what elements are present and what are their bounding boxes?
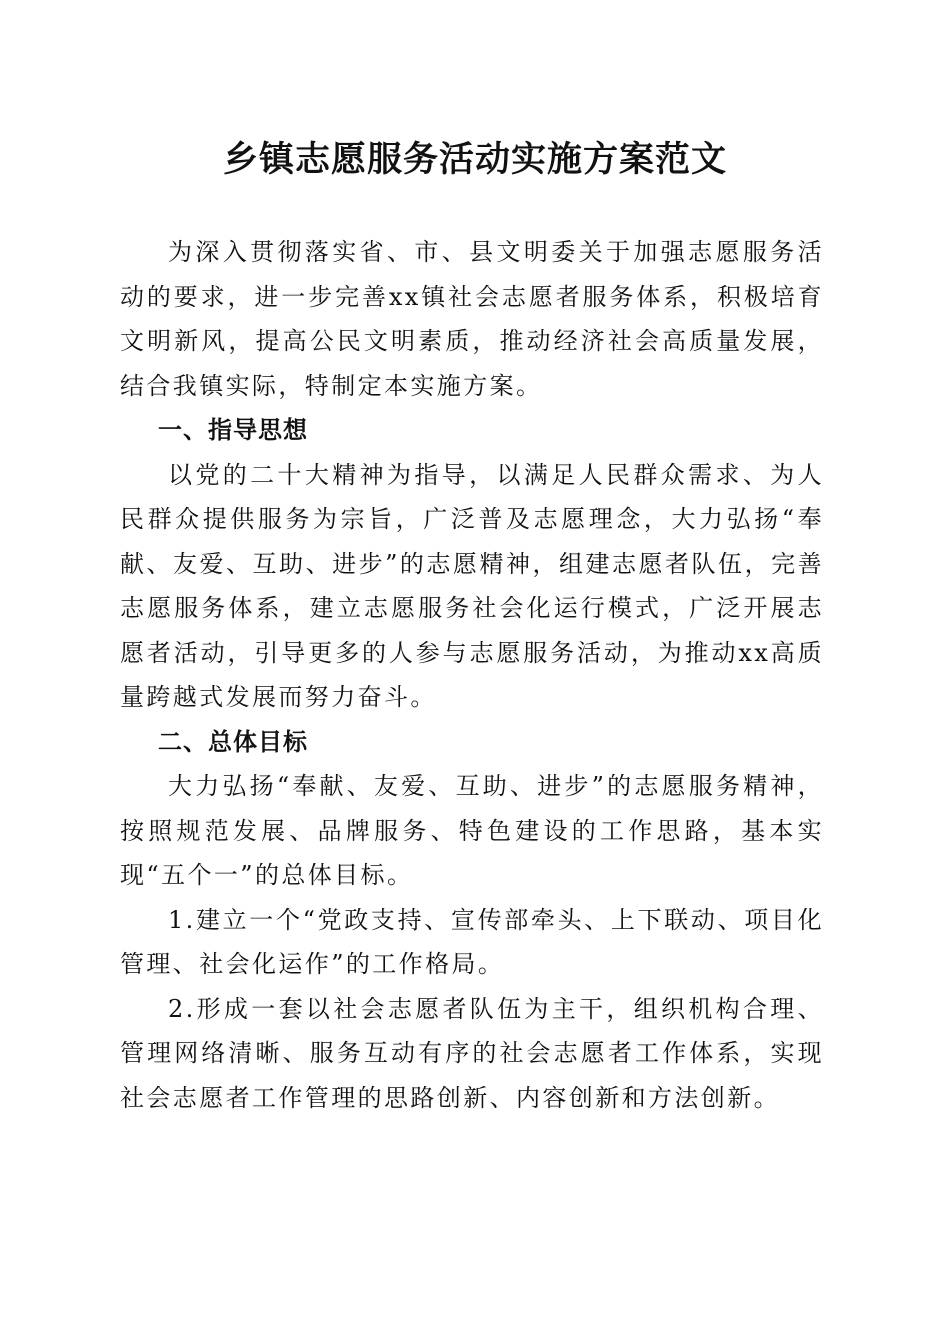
guiding-ideology-paragraph: 以党的二十大精神为指导，以满足人民群众需求、为人民群众提供服务为宗旨，广泛普及志愿理念，大力弘扬“奉献、友爱、互助、进步”的志愿精神，组建志愿者队伍，完善志愿服务体系，建立志愿服务社会化运行模式，广泛开展志愿者活动，引导更多的人参与志愿服务活动，为推动xx高质量跨越式发展而努力奋斗。 bbox=[120, 460, 824, 711]
document-body bbox=[120, 230, 824, 1120]
section-heading-guiding-ideology: 一、指导思想 bbox=[158, 416, 308, 444]
overall-goals-paragraph: 大力弘扬“奉献、友爱、互助、进步”的志愿服务精神，按照规范发展、品牌服务、特色建设的工作思路，基本实现“五个一”的总体目标。 bbox=[120, 772, 824, 889]
section-heading-overall-goals: 二、总体目标 bbox=[158, 727, 308, 756]
goal-item-2: 2.形成一套以社会志愿者队伍为主干，组织机构合理、管理网络清晰、服务互动有序的社会志愿者工作体系，实现社会志愿者工作管理的思路创新、内容创新和方法创新。 bbox=[120, 994, 824, 1112]
goal-item-1: 1.建立一个“党政支持、宣传部牵头、上下联动、项目化管理、社会化运作”的工作格局。 bbox=[120, 905, 824, 978]
intro-paragraph: 为深入贯彻落实省、市、县文明委关于加强志愿服务活动的要求，进一步完善xx镇社会志愿者服务体系，积极培育文明新风，提高公民文明素质，推动经济社会高质量发展，结合我镇实际，特制定本实施方案。 bbox=[120, 238, 824, 400]
document-title: 乡镇志愿服务活动实施方案范文 bbox=[222, 139, 727, 180]
